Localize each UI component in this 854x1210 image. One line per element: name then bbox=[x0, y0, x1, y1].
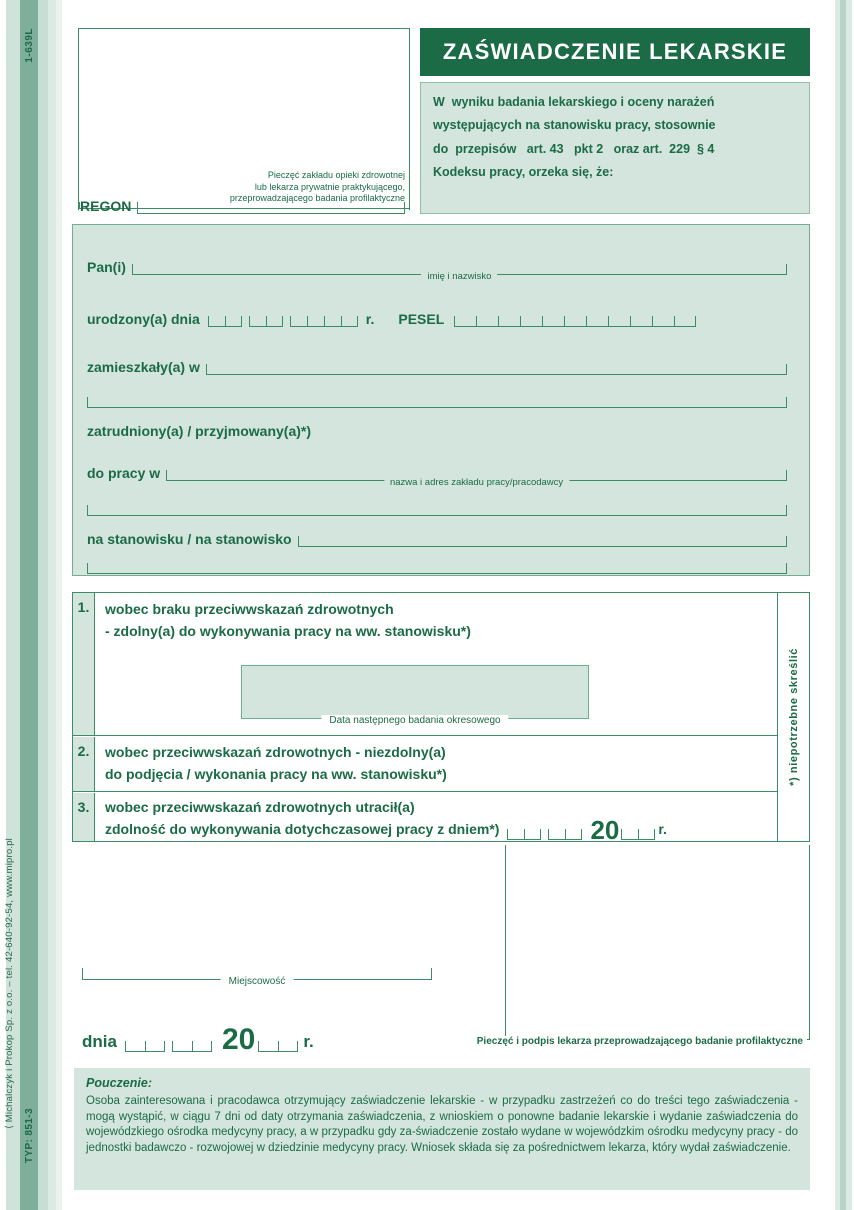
workplace-input[interactable] bbox=[166, 470, 787, 488]
decision-item-3-line-2: zdolność do wykonywania dotychczasowej pracy z dniem*) bbox=[105, 820, 500, 837]
comb-cell[interactable] bbox=[290, 316, 307, 326]
pesel-input[interactable] bbox=[454, 316, 696, 327]
name-label: Pan(i) bbox=[87, 259, 126, 275]
comb-cell[interactable] bbox=[172, 1041, 192, 1051]
comb-group[interactable] bbox=[621, 829, 655, 840]
address-row-2 bbox=[87, 397, 787, 408]
comb-cell[interactable] bbox=[638, 829, 655, 839]
comb-cell[interactable] bbox=[507, 829, 524, 839]
decision-divider-2 bbox=[73, 791, 778, 792]
comb-cell[interactable] bbox=[341, 316, 358, 326]
date-year-suffix: r. bbox=[303, 1032, 314, 1051]
address-label: zamieszkały(a) w bbox=[87, 359, 200, 375]
margin-stripe-3 bbox=[38, 0, 48, 1210]
margin-stripe-2 bbox=[20, 0, 38, 1210]
comb-group[interactable] bbox=[208, 316, 242, 327]
position-input-line2[interactable] bbox=[87, 563, 787, 574]
decision-item-2-line-2: do podjęcia / wykonania pracy na ww. stanowisku*) bbox=[105, 765, 447, 782]
comb-cell[interactable] bbox=[225, 316, 242, 326]
comb-group[interactable] bbox=[125, 1041, 165, 1052]
comb-cell[interactable] bbox=[307, 316, 324, 326]
comb-cell[interactable] bbox=[524, 829, 541, 839]
date-year-input[interactable] bbox=[258, 1041, 298, 1052]
document-title-bar bbox=[420, 28, 810, 76]
decision-item-1-number: 1. bbox=[73, 593, 95, 735]
doctor-signature-caption: Pieczęć i podpis lekarza przeprowadzającego badanie profilaktyczne bbox=[469, 1036, 807, 1047]
comb-cell[interactable] bbox=[125, 1041, 145, 1051]
comb-cell[interactable] bbox=[542, 316, 564, 326]
position-row bbox=[87, 531, 787, 547]
comb-cell[interactable] bbox=[145, 1041, 165, 1051]
next-exam-caption: Data następnego badania okresowego bbox=[321, 715, 508, 726]
position-label: na stanowisku / na stanowisko bbox=[87, 531, 292, 547]
comb-cell[interactable] bbox=[520, 316, 542, 326]
decision-item-3-text[interactable] bbox=[105, 797, 667, 845]
instructions-title: Pouczenie: bbox=[86, 1076, 152, 1090]
clinic-stamp-box[interactable] bbox=[78, 28, 410, 210]
comb-cell[interactable] bbox=[454, 316, 476, 326]
decision-item-3-line-1: wobec przeciwwskazań zdrowotnych utracił(a) bbox=[105, 799, 415, 815]
comb-cell[interactable] bbox=[565, 829, 582, 839]
comb-cell[interactable] bbox=[476, 316, 498, 326]
intro-line-4: Kodeksu pracy, orzeka się, że: bbox=[433, 165, 614, 180]
comb-group[interactable] bbox=[249, 316, 283, 327]
form-code-topleft: 1-639L bbox=[24, 28, 35, 63]
decision-item-3-line-2-row bbox=[105, 814, 667, 845]
place-caption: Miejscowość bbox=[221, 976, 294, 987]
comb-cell[interactable] bbox=[608, 316, 630, 326]
decision-item-3-number: 3. bbox=[73, 793, 95, 841]
strike-out-note: *) niepotrzebne skreślić bbox=[787, 648, 800, 786]
comb-cell[interactable] bbox=[564, 316, 586, 326]
name-input[interactable] bbox=[132, 264, 787, 282]
decision-item-2-text[interactable] bbox=[105, 742, 447, 785]
comb-cell[interactable] bbox=[630, 316, 652, 326]
comb-cell[interactable] bbox=[192, 1041, 212, 1051]
doctor-signature-box[interactable] bbox=[476, 845, 810, 1047]
comb-cell[interactable] bbox=[498, 316, 520, 326]
birthdate-row bbox=[87, 311, 696, 327]
comb-cell[interactable] bbox=[324, 316, 341, 326]
date-input[interactable] bbox=[125, 1041, 212, 1052]
stamp-caption-line-1: Pieczęć zakładu opieki zdrowotnej bbox=[267, 170, 405, 181]
name-caption: imię i nazwisko bbox=[421, 271, 497, 282]
regon-row bbox=[80, 198, 405, 214]
comb-cell[interactable] bbox=[621, 829, 638, 839]
comb-cell[interactable] bbox=[652, 316, 674, 326]
address-row bbox=[87, 359, 787, 375]
workplace-row bbox=[87, 465, 787, 488]
comb-cell[interactable] bbox=[249, 316, 266, 326]
comb-group[interactable] bbox=[258, 1041, 298, 1052]
date-label: dnia bbox=[82, 1032, 117, 1051]
address-input[interactable] bbox=[206, 364, 787, 375]
regon-label: REGON bbox=[80, 198, 132, 214]
place-input[interactable] bbox=[82, 968, 432, 987]
position-row-2 bbox=[87, 563, 787, 574]
decision-panel bbox=[72, 592, 810, 845]
comb-group[interactable] bbox=[172, 1041, 212, 1052]
comb-group[interactable] bbox=[454, 316, 696, 327]
address-input-line2[interactable] bbox=[87, 397, 787, 408]
intro-statement-box bbox=[420, 82, 810, 214]
workplace-row-2 bbox=[87, 505, 787, 516]
instructions-body: Osoba zainteresowana i pracodawca otrzymujący zaświadczenie lekarskie - w przypadku zastrzeżeń co do treści tego zaświadczenia - mogą wystąpić, w ciągu 7 dni od daty otrzymania zaświadczenia, z wnioskiem o ponowne badanie lekarskie i wydanie zaświadczenia do wojewódzkiego ośrodka medycyny pracy, a w przypadku gdy za-świadczenie zostało wydane w wojewódzkim ośrodku medycyny pracy - do jednostki badawczo - rozwojowej w dziedzinie medycyny pracy. Wniosek składa się za pośrednictwem lekarza, który wydał zaświadczenie. bbox=[86, 1095, 798, 1154]
comb-cell[interactable] bbox=[208, 316, 225, 326]
decision-item-3-date-input[interactable] bbox=[507, 829, 582, 840]
comb-group[interactable] bbox=[290, 316, 358, 327]
comb-group[interactable] bbox=[548, 829, 582, 840]
side-note-column bbox=[777, 593, 809, 841]
decision-item-1-line-1: wobec braku przeciwwskazań zdrowotnych bbox=[105, 601, 394, 617]
intro-line-2: występujących na stanowisku pracy, stosownie bbox=[433, 118, 716, 133]
stamp-caption-line-3: przeprowadzającego badania profilaktyczne bbox=[229, 192, 405, 203]
date-row bbox=[82, 1023, 314, 1056]
stamp-caption-line-2: lub lekarza prywatnie praktykującego, bbox=[254, 181, 405, 192]
decision-item-1-line-2: - zdolny(a) do wykonywania pracy na ww. stanowisku*) bbox=[105, 622, 471, 639]
form-type-code: TYP: 851-3 bbox=[24, 1108, 35, 1164]
instructions-box bbox=[74, 1068, 810, 1190]
personal-data-panel bbox=[72, 224, 810, 576]
workplace-caption: nazwa i adres zakładu pracy/pracodawcy bbox=[384, 477, 569, 488]
margin-stripe-5 bbox=[56, 0, 62, 1210]
intro-line-1: W wyniku badania lekarskiego i oceny narażeń bbox=[433, 95, 715, 109]
decision-item-2-number: 2. bbox=[73, 737, 95, 792]
intro-line-3: do przepisów art. 43 pkt 2 oraz art. 229 § 4 bbox=[433, 141, 715, 156]
decision-item-1-text[interactable] bbox=[105, 599, 471, 642]
comb-cell[interactable] bbox=[278, 1041, 298, 1051]
name-row bbox=[87, 259, 787, 282]
workplace-label: do pracy w bbox=[87, 465, 161, 481]
birthdate-label: urodzony(a) dnia bbox=[87, 311, 200, 327]
decision-item-2-line-1: wobec przeciwwskazań zdrowotnych - niezdolny(a) bbox=[105, 744, 446, 760]
publisher-imprint: ⟨ Michalczyk i Prokop Sp. z o.o. – tel. 42-640-92-54, www.mipro.pl bbox=[4, 838, 15, 1129]
comb-group[interactable] bbox=[507, 829, 541, 840]
comb-cell[interactable] bbox=[548, 829, 565, 839]
position-input[interactable] bbox=[298, 536, 787, 547]
page-title: ZAŚWIADCZENIE LEKARSKIE bbox=[442, 39, 788, 64]
date-year-prefix: 20 bbox=[221, 1023, 256, 1056]
margin-stripe-4 bbox=[48, 0, 56, 1210]
comb-cell[interactable] bbox=[258, 1041, 278, 1051]
comb-cell[interactable] bbox=[586, 316, 608, 326]
regon-input[interactable] bbox=[137, 202, 405, 214]
comb-cell[interactable] bbox=[266, 316, 283, 326]
decision-item-3-year-input[interactable] bbox=[621, 829, 655, 840]
employment-status-label: zatrudniony(a) / przyjmowany(a)*) bbox=[87, 423, 312, 439]
decision-item-3-year-prefix: 20 bbox=[590, 814, 620, 845]
decision-divider-1 bbox=[73, 735, 778, 736]
decision-item-3-year-suffix: r. bbox=[658, 820, 667, 837]
comb-cell[interactable] bbox=[674, 316, 696, 326]
pesel-label: PESEL bbox=[398, 311, 445, 327]
birthdate-input[interactable] bbox=[208, 316, 358, 327]
employment-status-row bbox=[87, 423, 311, 439]
birthdate-year-suffix: r. bbox=[365, 311, 375, 327]
right-stripe-3 bbox=[846, 0, 852, 1210]
next-exam-date-box[interactable] bbox=[241, 665, 589, 726]
workplace-input-line2[interactable] bbox=[87, 505, 787, 516]
